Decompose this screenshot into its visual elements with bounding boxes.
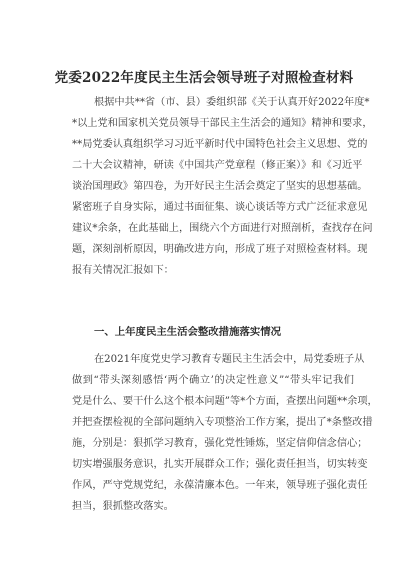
section-heading: 一、上年度民主生活会整改措施落实情况 [94, 326, 282, 338]
paragraph-1-line: 二十大会议精神，研读《中国共产党章程（修正案）》和《习近平 [72, 160, 363, 171]
paragraph-1-line: 紧密班子自身实际，通过书面征集、谈心谈话等方式广泛征求意见 [72, 202, 368, 213]
paragraph-2-line: 党是什么、要干什么这个根本问题”等*个方面，查摆出问题**余项， [72, 396, 378, 407]
document-title: 党委2022年度民主生活会领导班子对照检查材料 [54, 70, 354, 86]
paragraph-2-line: 切实增强服务意识，扎实开展群众工作；强化责任担当，切实转变 [72, 459, 368, 470]
paragraph-2-line: 做到“带头深刻感悟‘两个确立’的决定性意义”“带头牢记我们 [72, 375, 354, 386]
paragraph-1-line: 题，深刻剖析原因，明确改进方向，形成了班子对照检查材料。现 [72, 244, 368, 255]
paragraph-1-line: **局党委认真组织学习习近平新时代中国特色社会主义思想、党的 [72, 139, 368, 150]
paragraph-1-line: 报有关情况汇报如下： [72, 265, 174, 276]
paragraph-2-line: 作风，严守党规党纪，永葆清廉本色。一年来，领导班子强化责任 [72, 480, 368, 491]
paragraph-1-line: *以上党和国家机关党员领导干部民主生活会的通知》精神和要求， [72, 118, 373, 129]
paragraph-2-line: 担当，狠抓整改落实。 [72, 501, 174, 512]
paragraph-2-line: 施，分别是：狠抓学习教育，强化党性锤炼，坚定信仰信念信心； [72, 438, 368, 449]
paragraph-2-line: 在2021年度党史学习教育专题民主生活会中，局党委班子从 [94, 354, 365, 365]
paragraph-1-line: 建议*余条，在此基础上，围绕六个方面进行对照剖析，查找存在问 [72, 223, 373, 234]
paragraph-1-line: 谈治国理政》第四卷，为开好民主生活会奠定了坚实的思想基础。 [72, 181, 368, 192]
paragraph-2-line: 并把查摆检视的全部问题纳入专项整治工作方案，提出了*条整改措 [72, 417, 373, 428]
paragraph-1-line: 根据中共**省（市、县）委组织部《关于认真开好2022年度* [94, 97, 370, 108]
